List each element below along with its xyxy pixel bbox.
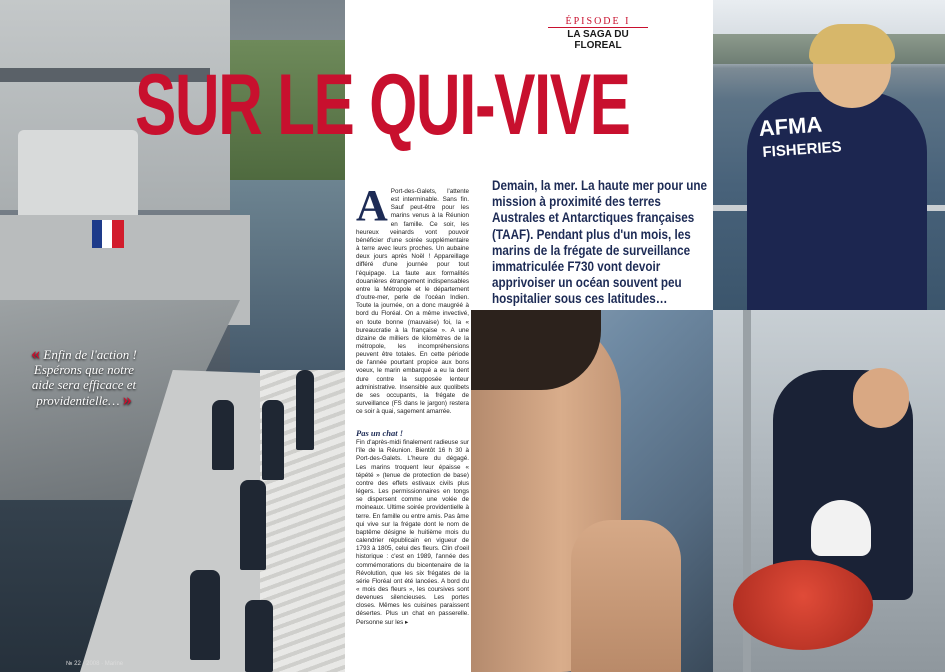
sailor-figure xyxy=(296,370,314,450)
woman-hair xyxy=(809,24,895,64)
photo-sailor-portrait xyxy=(471,310,713,672)
article-body-part2 xyxy=(356,429,469,627)
pull-quote xyxy=(24,343,144,409)
header-rule xyxy=(548,27,648,28)
tshirt-print-line1: AFMA xyxy=(757,111,823,141)
flag-white xyxy=(102,220,112,248)
sailor-figure xyxy=(190,570,220,660)
paragraph-1: Port-des-Galets, l'attente est interminable. Sans fin. Sauf peut-être pour les marins venus à la Réunion en famille. Ce soir, les heureux veinards vont pouvoir bénéficier d'une soirée supplémentaire à terre avec leurs proches. Un aubaine deux jours après Noël ! Appareillage différé d'une journée pour tout l'équipage. La faute aux formalités douanières étrangement indispensables entre la Métropole et le département d'outre-mer, perle de l'océan Indien. Toute la journée, on a donc maugréé à bord du Floréal. On a même invectivé, en toute bonne (mauvaise) foi, la « bureaucratie à la française ». A une dizaine de milliers de kilomètres de la métropole, les incompréhensions peuvent être totales. En cette période de l'année pourtant propice aux bons voeux, le marin embarqué a eu la dent dure contre la supposée lenteur administrative. Insensible aux quolibets de ses occupants, la frégate de surveillance (FS dans le jargon) restera ce soir à quai, sagement amarrée. xyxy=(356,188,469,416)
sailor-figure xyxy=(212,400,234,470)
page-footer: № 22 · 2008 · Marine xyxy=(66,661,124,667)
article-title: SUR LE QUI-VIVE xyxy=(135,57,630,153)
quote-close-mark: » xyxy=(122,389,132,409)
article-body-part1 xyxy=(356,181,469,416)
tshirt-print-line2: FISHERIES xyxy=(762,138,843,161)
article-lead: Demain, la mer. La haute mer pour une mission à proximité des terres Australes et Antarctiques françaises (TAAF). Pendant plus d'un mois, les marins de la frégate de surveillance immatriculée F730 vont devoir apprivoiser un océan souvent peu hospitalier sous ces latitudes… xyxy=(492,178,708,307)
episode-label: ÉPISODE I xyxy=(565,16,631,27)
ship-gun-turret xyxy=(18,130,138,220)
sailor-figure xyxy=(262,400,284,480)
quote-open-mark: « xyxy=(31,343,41,363)
paragraph-2: Fin d'après-midi finalement radieuse sur l'île de la Réunion. Bientôt 16 h 30 à Port-des-Galets. L'heure du dégagé. Les marins troquent leur épaisse « tépété » (tenue de protection de base) contre des effets estivaux civils plus légers. Les permissionnaires en tongs se dispersent comme une volée de moineaux. Ultime soirée providentielle à terre. En famille ou entre amis. Pas âme qui vive sur la frégate dont le nom de baptême désigne le huitième mois du calendrier républicain en vigueur de 1793 à 1805, celui des fleurs. Clin d'oeil historique : c'est en 1989, l'année des commémorations du bicentenaire de la Révolution, que les six frégates de la série Floréal ont été lancées. A bord du « mois des fleurs », les coursives sont devenues silencieuses. Les portes closes. Mêmes les cuisines paraissent désertes. Plus un chat en passerelle. Personne sur les ▸ xyxy=(356,439,469,626)
sailor-figure xyxy=(240,480,266,570)
red-buoy xyxy=(733,560,873,650)
sailor-figure xyxy=(245,600,273,672)
flag-blue xyxy=(92,220,102,248)
drop-cap: A xyxy=(356,181,388,230)
series-label: LA SAGA DU FLOREAL xyxy=(567,29,629,51)
quote-text: Enfin de l'action ! Espérons que notre aide sera efficace et providentielle… xyxy=(31,347,137,408)
subheading: Pas un chat ! xyxy=(356,428,403,438)
white-helmet xyxy=(811,500,871,556)
flag-red xyxy=(112,220,124,248)
photo-sailor-phone xyxy=(713,310,945,672)
sailor-head xyxy=(853,368,909,428)
sailor-hand xyxy=(571,520,681,672)
